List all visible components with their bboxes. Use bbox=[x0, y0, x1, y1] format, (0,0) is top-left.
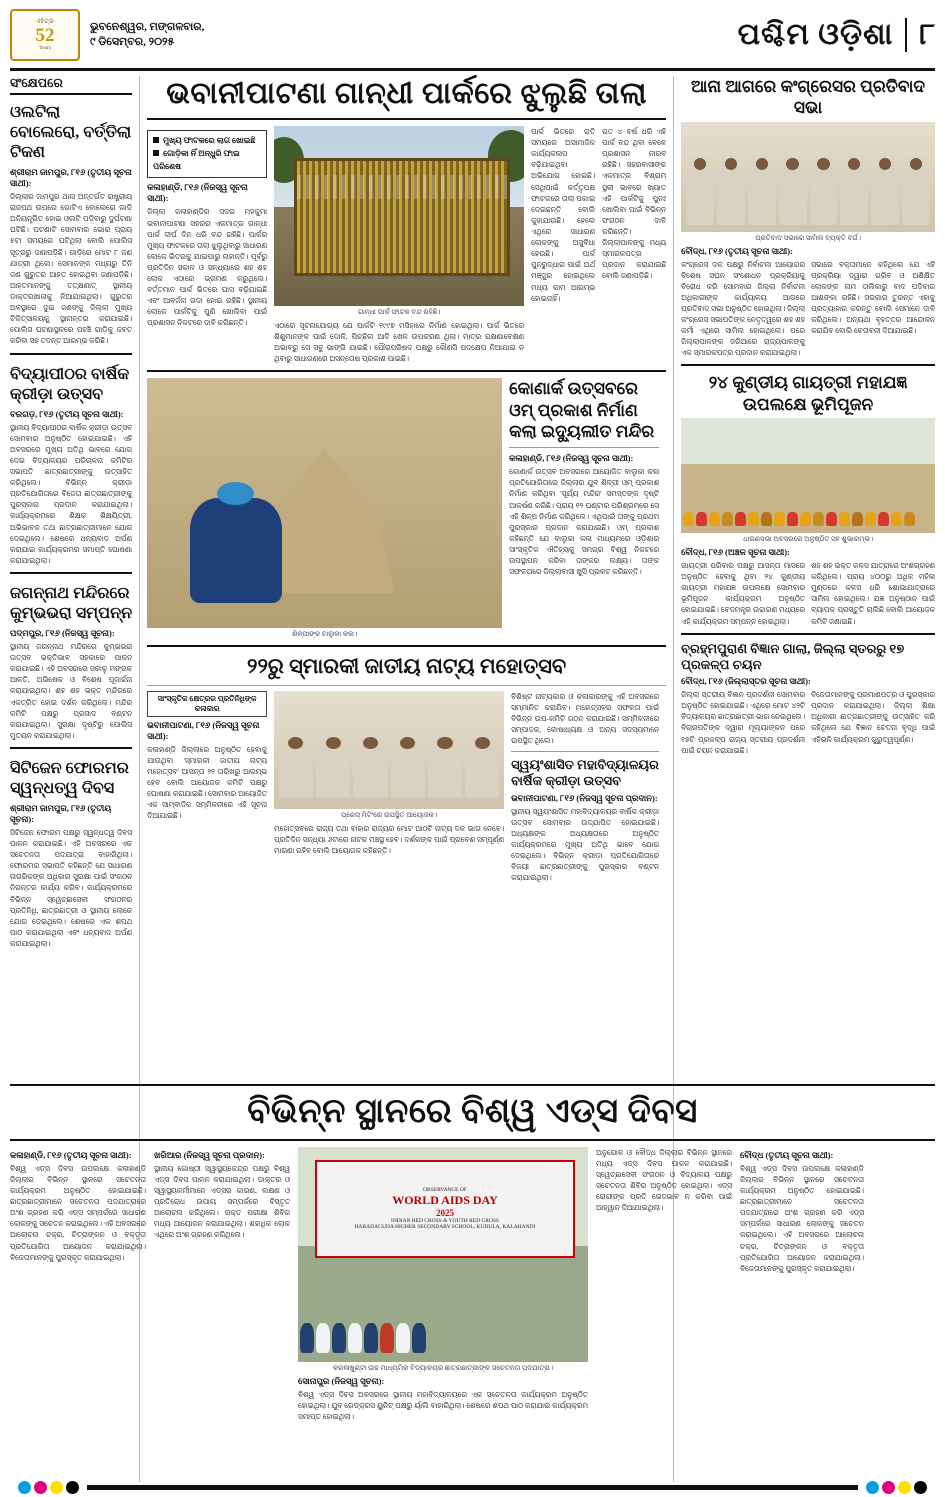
lead-bullet-box bbox=[147, 130, 267, 178]
aids-col1-dateline: କଳାହାଣ୍ଡି, ୮୧୬ (ତୃତୀୟ ସୂଚନା ସାଥୀ): bbox=[10, 1149, 132, 1160]
drama-dateline: ଭବାନୀପାଟଣା, ୮୧୬ (ନିଜସ୍ୱ ସୂଚନା ସାଥୀ): bbox=[147, 719, 260, 741]
print-registration-bar bbox=[0, 1477, 945, 1497]
lead-body-col2: ଏଠାରେ ସୂଚନାଯୋଗ୍ୟ ଯେ ପାର୍କଟି ୧୯୯୭ ମସିହାରେ ନିର୍ମାଣ ହୋଇଥିଲା। ପାର୍କ ଭିତରେ ଶିଶୁମାନଙ୍କ ପାଇଁ ଦୋଳି, ପିଚ୍ଛିଲ ଆଦି ଖେଳ ଉପକରଣ ଥିଲା। ମାତ୍ର ରକ୍ଷଣାବେକ୍ଷଣ ଅଭାବରୁ ସେ ସବୁ ଭାଙ୍ଗି ଯାଇଛି। ପୌରପରିଷଦ ପକ୍ଷରୁ କୌଣସି ପଦକ୍ଷେପ ନିଆଯାଇ ନ ଥିବାରୁ ସାଧାରଣରେ ଅସନ୍ତୋଷ ପ୍ରକାଶ ପାଇଛି। bbox=[274, 321, 525, 364]
aids-col1-body: ବିଶ୍ୱ ଏଡ୍‌ସ ଦିବସ ଉପଲକ୍ଷେ କଳାହାଣ୍ଡି ଜିଲ୍ଲାର ବିଭିନ୍ନ ସ୍ଥାନରେ ସଚେତନତା କାର୍ଯ୍ୟକ୍ରମ ଅନୁଷ୍ଠିତ ହୋଇଯାଇଛି। ଛାତ୍ରଛାତ୍ରୀମାନେ ସଚେତନତା ପଦଯାତ୍ରାରେ ଅଂଶ ଗ୍ରହଣ କରି ଏଡ୍‌ସ ସମ୍ପର୍କରେ ସାଧାରଣ ଲୋକଙ୍କୁ ସଚେତନ କରାଇଥିଲେ। ଏହି ଅବସରରେ ଆଲୋଚନା ଚକ୍ର, ଚିତ୍ରାଙ୍କନ ଓ ବକ୍ତୃତା ପ୍ରତିଯୋଗିତା ଆୟୋଜନ କରାଯାଇଥିଲା। ବିଜେତାମାନଙ୍କୁ ପୁରସ୍କୃତ କରାଯାଇଥିଲା। bbox=[10, 1163, 146, 1262]
lead-body-col4: ଗତ ୪ ବର୍ଷ ଧରି ଏହି ପାର୍କ ବନ୍ଦ ଥିବା ବେଳେ ପ୍ରଶାସନ ନୀରବ ରହିଛି। ସହରବାସୀଙ୍କ ଏକମାତ୍ର ବିଶ୍ରାମ ସ୍ଥଳୀ ଭାବରେ ଖ୍ୟାତ ଏହି ପାର୍କଟିକୁ ପୁନଃ ଖୋଲିବା ପାଇଁ ବିଭିନ୍ନ ସଂଗଠନ ଦାବି କରିଛନ୍ତି। ଜିଲ୍ଲାପାଳଙ୍କୁ ମଧ୍ୟ ସ୍ମାରକପତ୍ର ପ୍ରଦାନ କରାଯାଇଛି ବୋଲି ଜଣାପଡ଼ିଛି। bbox=[602, 127, 667, 281]
sand-art-text bbox=[509, 378, 659, 639]
drama-col1 bbox=[147, 691, 267, 884]
aids-rally-students bbox=[298, 1321, 588, 1355]
logo-anniversary-number: 52 bbox=[35, 25, 55, 46]
college-sports-dateline: ଭବାନୀପାଟଣା, ୮୧୬ (ନିଜସ୍ୱ ସୂଚନା ପ୍ରଦାନ): bbox=[511, 792, 658, 803]
brief2-dateline: ବରଗଡ଼, ୮୧୬ (ତୃତୀୟ ସୂଚନା ସାଥୀ): bbox=[10, 408, 124, 419]
masthead-dateline bbox=[90, 20, 204, 50]
logo-years-label: Years bbox=[38, 45, 52, 51]
lead-body-col1: ଜିଲ୍ଲା କଳାହାଣ୍ଡିର ସଦର ମହକୁମା ଭବାନୀପାଟଣା ସହରର ଏକମାତ୍ର ଗାନ୍ଧୀ ପାର୍କ ଦୀର୍ଘ ଦିନ ଧରି ବନ୍ଦ ରହିଛି। ପାର୍କର ମୁଖ୍ୟ ଫାଟକରେ ତାଲା ଝୁଲୁଥିବାରୁ ସାଧାରଣ ଲୋକେ ଭିତରକୁ ଯାଇପାରୁ ନାହାନ୍ତି। ପୂର୍ବରୁ ପ୍ରତିଦିନ ସକାଳ ଓ ସନ୍ଧ୍ୟାରେ ଶହ ଶହ ଲୋକ ଏଠାରେ ଭ୍ରମଣ କରୁଥିଲେ। ବର୍ତ୍ତମାନ ପାର୍କ ଭିତରେ ଘାସ ବଢ଼ିଯାଇଛି ଏବଂ ଆବର୍ଜନା ଗଦା ହୋଇ ରହିଛି। ସ୍ଥାନୀୟ ଲୋକେ ପାର୍କଟିକୁ ପୁଣି ଖୋଲିବା ପାଇଁ ପ୍ରଶାସନ ନିକଟରେ ଦାବି କରିଛନ୍ତି। bbox=[147, 207, 268, 328]
brief-item bbox=[10, 580, 132, 741]
science-body-col2: ବିଜେତାମାନଙ୍କୁ ପ୍ରମାଣପତ୍ର ଓ ପୁରସ୍କାର ପ୍ରଦାନ କରାଯାଇଥିଲା। ଜିଲ୍ଲା ଶିକ୍ଷା ଅଧିକାରୀ ଛାତ୍ରଛାତ୍ରୀଙ୍କୁ ଉତ୍ସାହିତ କରି କହିଥିଲେ ଯେ ବିଜ୍ଞାନ ଚେତନା ବୃଦ୍ଧି ପାଇଁ ଏହିଭଳି କାର୍ଯ୍ୟକ୍ରମ ଗୁରୁତ୍ୱପୂର୍ଣ୍ଣ। bbox=[811, 690, 936, 744]
brief-item bbox=[10, 755, 132, 949]
sand-art-body: କୋଣାର୍କ ଉତ୍ସବ ଅବସରରେ ଆୟୋଜିତ ବାଲୁକା କଳା ପ୍ରତିଯୋଗିତାରେ ଜିଲ୍ଲାର ଯୁବ ଶିଳ୍ପୀ ଓମ୍ ପ୍ରକାଶ ନିର୍ମାଣ କରିଥିବା 'ସୂର୍ଯ୍ୟ ମନ୍ଦିର' ସମସ୍ତଙ୍କ ଦୃଷ୍ଟି ଆକର୍ଷଣ କରିଛି। ପ୍ରାୟ ୧୨ ଘଣ୍ଟାର ପରିଶ୍ରମରେ ସେ ଏହି ଶିଳ୍ପ ନିର୍ମାଣ କରିଥିଲେ। ଏଥିପାଇଁ ତାଙ୍କୁ ପ୍ରଥମ ପୁରସ୍କାର ପ୍ରଦାନ କରାଯାଇଛି। ଓମ୍ ପ୍ରକାଶ କହିଛନ୍ତି ଯେ ବାଲୁକା କଳା ମାଧ୍ୟମରେ ଓଡ଼ିଶାର ସାଂସ୍କୃତିକ ଐତିହ୍ୟକୁ ସମଗ୍ର ବିଶ୍ୱ ନିକଟରେ ଉପସ୍ଥାପନ କରିବା ତାଙ୍କର ଲକ୍ଷ୍ୟ। ତାଙ୍କ ସଫଳତାରେ ଜିଲ୍ଲାବାସୀ ଖୁସି ପ୍ରକଟ କରିଛନ୍ତି। bbox=[509, 467, 660, 577]
press-meet-caption: ପ୍ରେସ୍ ମିଟିଂରେ ଉପସ୍ଥିତ ଆୟୋଜକ। bbox=[341, 810, 438, 819]
congress-body-col2: ସଭାରେ ବକ୍ତାମାନେ କହିଥିଲେ ଯେ ଏହି ପ୍ରକ୍ରିୟା ଦ୍ୱାରା ଗରିବ ଓ ଅଶିକ୍ଷିତ ଲୋକଙ୍କ ନାମ ତାଲିକାରୁ ବାଦ ପଡ଼ିବାର ଆଶଙ୍କା ରହିଛି। ସରକାର ତୁରନ୍ତ ଏହାକୁ ପ୍ରତ୍ୟାହାର କରନ୍ତୁ ବୋଲି ସେମାନେ ଦାବି କରିଥିଲେ। ଅନ୍ୟଥା ବୃହତ୍ତର ଆନ୍ଦୋଳନ କରାଯିବ ବୋଲି ଚେତାବନୀ ଦିଆଯାଇଛି। bbox=[811, 259, 936, 336]
registration-bar bbox=[87, 1485, 858, 1490]
aids-col2-dateline: ଖରିଆର (ନିଜସ୍ୱ ସୂଚନା ପ୍ରଦାନ): bbox=[154, 1149, 265, 1160]
yajna-body-col1: ଗାୟତ୍ରୀ ପରିବାର ପକ୍ଷରୁ ଆସନ୍ତା ମାସରେ ଅନୁଷ୍ଠିତ ହେବାକୁ ଥିବା ୨୪ କୁଣ୍ଡୀୟ ଗାୟତ୍ରୀ ମହାଯଜ୍ଞ ଉପଲକ୍ଷେ ସୋମବାର ଭୂମିପୂଜନ କାର୍ଯ୍ୟକ୍ରମ ଅନୁଷ୍ଠିତ ହୋଇଯାଇଛି। ବେଦମନ୍ତ୍ର ଉଚ୍ଚାରଣ ମଧ୍ୟରେ ଏହି କାର୍ଯ୍ୟକ୍ରମ ସମ୍ପନ୍ନ ହୋଇଥିଲା। bbox=[681, 560, 806, 626]
aids-col3-dateline: ସୋନାପୁର (ନିଜସ୍ୱ ସୂଚନା): bbox=[298, 1375, 385, 1386]
aids-col-2 bbox=[154, 1147, 290, 1422]
congress-photo-caption: ପ୍ରତିବାଦ ସଭାରେ ସାମିଲ ବ୍ୟକ୍ତି ବର୍ଗ। bbox=[755, 233, 861, 242]
brief2-body: ସ୍ଥାନୀୟ ବିଦ୍ୟାପୀଠର ବାର୍ଷିକ କ୍ରୀଡ଼ା ଉତ୍ସବ ସୋମବାର ଅନୁଷ୍ଠିତ ହୋଇଯାଇଛି। ଏହି ଅବସରରେ ମୁଖ୍ୟ ଅତିଥି ଭାବରେ ଯୋଗ ଦେଇ ବିଦ୍ୟାଳୟର ପରିଚାଳନା କମିଟିର ସଭାପତି ଛାତ୍ରଛାତ୍ରୀଙ୍କୁ ଉତ୍ସାହିତ କରିଥିଲେ। ବିଭିନ୍ନ କ୍ରୀଡ଼ା ପ୍ରତିଯୋଗିତାରେ ବିଜେତା ଛାତ୍ରଛାତ୍ରୀଙ୍କୁ ପୁରସ୍କାର ପ୍ରଦାନ କରାଯାଇଥିଲା। କାର୍ଯ୍ୟକ୍ରମରେ ଶିକ୍ଷକ ଶିକ୍ଷୟିତ୍ରୀ, ଅଭିଭାବକ ତଥା ଛାତ୍ରଛାତ୍ରୀମାନେ ଯୋଗ ଦେଇଥିଲେ। ଶେଷରେ ଧନ୍ୟବାଦ ଅର୍ପଣ କରାଯାଇ କାର୍ଯ୍ୟକ୍ରମର ସମାପ୍ତି ଘୋଷଣା କରାଯାଇଥିଲା। bbox=[10, 422, 133, 565]
brief4-dateline: ଶ୍ରୀରାମ ଜାମପୁର, ୮୧୬ (ତୃତୀୟ ସୂଚନା): bbox=[10, 802, 112, 824]
aids-rally-photo bbox=[298, 1147, 588, 1362]
science-headline: ବ୍ରହ୍ମପୁରାଣ ବିଜ୍ଞାନ ଗାଲା, ଜିଲ୍ଲା ସ୍ତରରୁ ୧୭ ପ୍ରକଳ୍ପ ଚୟନ bbox=[681, 640, 905, 672]
drama-story bbox=[147, 653, 666, 883]
college-sports-headline: ସ୍ୱୟଂଶାସିତ ମହାବିଦ୍ୟାଳୟର ବାର୍ଷିକ କ୍ରୀଡ଼ା ଉତ୍ସବ bbox=[511, 757, 659, 789]
masthead-right bbox=[738, 18, 935, 52]
drama-content bbox=[147, 691, 666, 884]
science-body-wrap bbox=[681, 689, 935, 756]
brief-item bbox=[10, 99, 132, 347]
sand-art-photo-caption: ଶିଳ୍ପୀଙ୍କ ବାଲୁକା କଳା। bbox=[292, 630, 358, 639]
yajna-body-col2: ଶହ ଶହ ଭକ୍ତ କଳସ ଯାତ୍ରାରେ ଅଂଶଗ୍ରହଣ କରିଥିଲେ। ପ୍ରାୟ ୪୦୦ରୁ ଅଧିକ ମହିଳା ମୁଣ୍ଡରେ କଳସ ଧରି ଶୋଭାଯାତ୍ରାରେ ସାମିଲ ହୋଇଥିଲେ। ଯଜ୍ଞ ଅନୁଷ୍ଠାନ ପାଇଁ ବ୍ୟାପକ ପ୍ରସ୍ତୁତି ଚାଲିଛି ବୋଲି ଆୟୋଜକ କମିଟି ଜଣାଇଛି। bbox=[811, 560, 936, 626]
drama-photo-label: ସାଂସ୍କୃତିକ କ୍ଷେତ୍ରର ପ୍ରତିନିଧିଙ୍କ କଳାକାର bbox=[147, 691, 267, 717]
brief1-dateline: ଶ୍ରୀରାମ ଜାମପୁର, ୮୧୬ (ତୃତୀୟ ସୂଚନା ସାଥୀ): bbox=[10, 167, 132, 188]
aids-photo-wrap bbox=[298, 1147, 588, 1422]
aids-columns bbox=[10, 1147, 935, 1422]
color-swatches-left bbox=[18, 1481, 79, 1494]
aids-col2-body: ସ୍ଥାନୀୟ ଗୋଷ୍ଠୀ ସ୍ୱାସ୍ଥ୍ୟକେନ୍ଦ୍ର ପକ୍ଷରୁ ବିଶ୍ୱ ଏଡ୍‌ସ ଦିବସ ପାଳନ କରାଯାଇଥିଲା। ଡାକ୍ତର ଓ ସ୍ୱାସ୍ଥ୍ୟକର୍ମୀମାନେ ଏଡ୍‌ସର କାରଣ, ଲକ୍ଷଣ ଓ ପ୍ରତିରୋଧ ଉପାୟ ସମ୍ପର୍କରେ ବିସ୍ତୃତ ଆଲୋଚନା କରିଥିଲେ। ରକ୍ତ ପରୀକ୍ଷା ଶିବିର ମଧ୍ୟ ଆୟୋଜନ କରାଯାଇଥିଲା। ଶହାଧିକ ଲୋକ ଏଥିରେ ଅଂଶ ଗ୍ରହଣ କରିଥିଲେ। bbox=[154, 1163, 290, 1240]
congress-meeting-photo bbox=[681, 122, 935, 232]
banner-title: WORLD AIDS DAY bbox=[392, 1193, 498, 1208]
lead-body-col4-wrap bbox=[602, 126, 666, 364]
dateline-place-day: ଭୁବନେଶ୍ୱର, ମଙ୍ଗଳବାର, bbox=[90, 21, 205, 34]
drama-col3 bbox=[511, 691, 659, 884]
science-dateline: ବୌଦ୍ଧ, ୮୧୬ (ଜିଲ୍ଲାସ୍ତର ସୂଚନା ସାଥୀ): bbox=[681, 676, 811, 687]
banner-line3: HARADAGUDA HIGHER SECONDARY SCHOOL, KUDULA, KALAHANDI bbox=[354, 1224, 536, 1231]
drama-body-col1: କଳାହାଣ୍ଡି ଜିଲ୍ଲାରେ ଅନୁଷ୍ଠିତ ହେବାକୁ ଯାଉଥିବା 'ସ୍ମାରକୀ ଜାତୀୟ ନାଟ୍ୟ ମହୋତ୍ସବ' ଆସନ୍ତା ୨୨ ତାରିଖରୁ ଆରମ୍ଭ ହେବ ବୋଲି ଆୟୋଜକ କମିଟି ପକ୍ଷରୁ ଘୋଷଣା କରାଯାଇଛି। ସୋମବାର ଆୟୋଜିତ ଏକ ସାମ୍ବାଦିକ ସମ୍ମିଳନୀରେ ଏହି ସୂଚନା ଦିଆଯାଇଛି। bbox=[147, 744, 268, 821]
press-meet-people bbox=[279, 747, 500, 797]
lead-body-col3-wrap bbox=[531, 126, 595, 364]
congress-attendees bbox=[686, 168, 930, 225]
publication-logo bbox=[10, 9, 80, 61]
lead-top-block bbox=[147, 126, 666, 364]
lead-bullets-and-dateline bbox=[147, 126, 267, 364]
brief-item bbox=[10, 361, 132, 566]
lead-headline: ଭବାନୀପାଟଣା ଗାନ୍ଧୀ ପାର୍କରେ ଝୁଲୁଛି ତାଲା bbox=[166, 77, 648, 110]
sand-art-photo-wrap bbox=[147, 378, 502, 639]
section-title: ପଶ୍ଚିମ ଓଡ଼ିଶା bbox=[737, 18, 894, 51]
drama-body-col3: ବିଶିଷ୍ଟ ନାଟ୍ୟକାର ଓ କଳାକାରଙ୍କୁ ଏହି ଅବସରରେ ସମ୍ମାନିତ କରାଯିବ। ମହୋତ୍ସବର ସଫଳତା ପାଇଁ ବିଭିନ୍ନ ଉପ-କମିଟି ଗଠନ କରାଯାଇଛି। ସମ୍ମିଳନୀରେ ସମ୍ପାଦକ, କୋଷାଧ୍ୟକ୍ଷ ଓ ଅନ୍ୟ ସଦସ୍ୟମାନେ ଉପସ୍ଥିତ ଥିଲେ। bbox=[511, 691, 660, 746]
aids-day-story bbox=[10, 1078, 935, 1422]
gandhi-park-photo-caption: ଗାନ୍ଧୀ ପାର୍କ ଫାଟକ ବନ୍ଦ ରହିଛି। bbox=[357, 308, 441, 316]
aids-col4-body-top: ଅନୁଗୋଳ ଓ ବୌଦ୍ଧ ଜିଲ୍ଲାର ବିଭିନ୍ନ ସ୍ଥାନରେ ମଧ୍ୟ ଏଡ୍‌ସ ଦିବସ ପାଳନ କରାଯାଇଛି। ସ୍ୱେଚ୍ଛାସେବୀ ସଂଗଠନ ଓ ବିଦ୍ୟାଳୟ ପକ୍ଷରୁ ସଚେତନତା ଶିବିର ଅନୁଷ୍ଠିତ ହୋଇଥିଲା। ଏଡ୍‌ସ ରୋଗୀଙ୍କ ପ୍ରତି ଭେଦଭାବ ନ କରିବା ପାଇଁ ଆହ୍ୱାନ ଦିଆଯାଇଥିଲା। bbox=[596, 1147, 732, 1213]
press-meet-photo bbox=[274, 691, 504, 809]
brief3-headline: ଜଗନ୍ନାଥ ମନ୍ଦିରରେ କୁମ୍ଭଭରା ସମ୍ପନ୍ନ bbox=[10, 584, 133, 622]
yajna-body-wrap bbox=[681, 560, 935, 627]
drama-body-col2: ମହୋତ୍ସବରେ ରାଜ୍ୟ ତଥା ବାହାର ରାଜ୍ୟର ମୋଟ ଆଠଟି ନାଟ୍ୟ ଦଳ ଭାଗ ନେବେ। ପ୍ରତିଦିନ ସନ୍ଧ୍ୟା ୬ଟାରେ ନାଟକ ମଞ୍ଚସ୍ଥ ହେବ। ଦର୍ଶକଙ୍କ ପାଇଁ ପ୍ରବେଶ ସମ୍ପୂର୍ଣ୍ଣ ମାଗଣା ରହିବ ବୋଲି ଆୟୋଜକ କହିଛନ୍ତି। bbox=[274, 823, 505, 855]
yajna-photo-caption: ଧାରଣସଭା ଅବସରରେ ଅନୁଷ୍ଠିତ ସହ ଶୁଭାରମ୍ଭ। bbox=[743, 534, 874, 543]
banner-line1: OBSERVANCE OF bbox=[423, 1187, 467, 1194]
congress-dateline: ବୌଦ୍ଧ, ୮୧୬ (ତୃତୀୟ ସୂଚନା ସାଥୀ): bbox=[681, 245, 793, 256]
sand-art-dateline: କଳାହାଣ୍ଡି, ୮୧୬ (ନିଜସ୍ୱ ସୂଚନା ସାଥୀ): bbox=[509, 453, 634, 464]
aids-banner bbox=[315, 1160, 574, 1259]
aids-col-4 bbox=[596, 1147, 732, 1422]
lead-bullet-1: ମୁଖ୍ୟ ଫାଟକରେ ଲାଗ ଖୋଇଛି bbox=[153, 135, 261, 148]
procession-crowd bbox=[681, 510, 935, 528]
briefs-section-label: ସଂକ୍ଷେପରେ bbox=[10, 76, 132, 95]
banner-year: 2025 bbox=[435, 1208, 454, 1219]
brief1-body: ଜିଲ୍ଲାର ଜାମପୁର ଥାନା ଅନ୍ତର୍ଗତ ରାଷ୍ଟ୍ରୀୟ ରାଜପଥ ଉପରେ ଗୋଟିଏ ବୋଲେରୋ ଗାଡ଼ି ଅନିୟନ୍ତ୍ରିତ ହୋଇ ଓଲଟି ପଡ଼ିବାରୁ ଦୁର୍ଘଟଣା ଘଟିଛି। ଘଟଣାଟି ସୋମବାର ଭୋର ପ୍ରାୟ ୫ଟା ସମୟରେ ଘଟିଥିଲା ବୋଲି ପୋଲିସ ସୂତ୍ରରୁ ଜଣାପଡ଼ିଛି। ଗାଡ଼ିରେ ମୋଟ ୮ ଜଣ ଯାତ୍ରୀ ଥିଲେ। ସେମାନଙ୍କ ମଧ୍ୟରୁ ତିନି ଜଣ ଗୁରୁତର ଆହତ ହୋଇଥିବା ଜଣାପଡ଼ିଛି। ଆହତମାନଙ୍କୁ ତତ୍‌କ୍ଷଣାତ୍ ସ୍ଥାନୀୟ ଡାକ୍ତରଖାନାକୁ ନିଆଯାଇଥିଲା। ଗୁରୁତର ଅବସ୍ଥାରେ ଦୁଇ ଜଣଙ୍କୁ ଜିଲ୍ଲା ମୁଖ୍ୟ ଚିକିତ୍ସାଳୟକୁ ସ୍ଥାନାନ୍ତର କରାଯାଇଛି। ପୋଲିସ ଘଟଣାସ୍ଥଳରେ ପହଞ୍ଚି ଗାଡ଼ିକୁ ଜବତ କରିବା ସହ ତଦନ୍ତ ଆରମ୍ଭ କରିଛି। bbox=[10, 192, 133, 346]
aids-col-5 bbox=[740, 1147, 864, 1422]
lead-photo-wrap bbox=[274, 126, 524, 364]
kalasa-procession-photo bbox=[681, 418, 935, 533]
college-sports-body: ସ୍ଥାନୀୟ ସ୍ୱୟଂଶାସିତ ମହାବିଦ୍ୟାଳୟର ବାର୍ଷିକ କ୍ରୀଡ଼ା ଉତ୍ସବ ସୋମବାର ଉଦ୍‌ଯାପିତ ହୋଇଯାଇଛି। ଅଧ୍ୟକ୍ଷଙ୍କ ଅଧ୍ୟକ୍ଷତାରେ ଅନୁଷ୍ଠିତ କାର୍ଯ୍ୟକ୍ରମରେ ମୁଖ୍ୟ ଅତିଥି ଭାବେ ଯୋଗ ଦେଇଥିଲେ। ବିଭିନ୍ନ କ୍ରୀଡ଼ା ପ୍ରତିଯୋଗିତାରେ ବିଜୟୀ ଛାତ୍ରଛାତ୍ରୀଙ୍କୁ ପୁରସ୍କାର ବଣ୍ଟନ କରାଯାଇଥିଲା। bbox=[511, 806, 660, 883]
aids-col3-body: ବିଶ୍ୱ ଏଡ୍‌ସ ଦିବସ ଅବସରରେ ସ୍ଥାନୀୟ ମହାବିଦ୍ୟାଳୟରେ ଏକ ସଚେତନତା କାର୍ଯ୍ୟକ୍ରମ ଅନୁଷ୍ଠିତ ହୋଇଥିଲା। ଯୁବ ରେଡ୍‌କ୍ରସ ୟୁନିଟ୍ ପକ୍ଷରୁ ର୍ୟାଲି ବାହାରିଥିଲା। ଶେଷରେ ଶପଥ ପାଠ କରାଯାଇ କାର୍ଯ୍ୟକ୍ରମ ସମାପ୍ତ ହୋଇଥିଲା। bbox=[298, 1389, 588, 1422]
aids-col-1 bbox=[10, 1147, 146, 1422]
science-body-col1: ଜିଲ୍ଲା ସ୍ତରୀୟ ବିଜ୍ଞାନ ପ୍ରଦର୍ଶନୀ ସୋମବାର ଅନୁଷ୍ଠିତ ହୋଇଯାଇଛି। ଏଥିରେ ମୋଟ ୪୨ଟି ବିଦ୍ୟାଳୟର ଛାତ୍ରଛାତ୍ରୀ ଭାଗ ନେଇଥିଲେ। ବିଚାରପତିଙ୍କ ଦ୍ୱାରା ମୂଲ୍ୟାଙ୍କନ ପରେ ୧୭ଟି ପ୍ରକଳ୍ପ ରାଜ୍ୟ ସ୍ତରୀୟ ପ୍ରଦର୍ଶନୀ ପାଇଁ ଚୟନ କରାଯାଇଛି। bbox=[681, 690, 806, 755]
lead-body-col3: ପାର୍କ ଭିତରେ ରାତି ସମୟରେ ଅସାମାଜିକ କାର୍ଯ୍ୟକଳାପ ବଢ଼ିଯାଇଥିବା ଅଭିଯୋଗ ହୋଇଛି। ସେଥିପାଇଁ କର୍ତ୍ତୃପକ୍ଷ ଫାଟକରେ ତାଲା ପକାଇ ଦେଇଛନ୍ତି ବୋଲି କୁହାଯାଉଛି। ହେଲେ ଏଥିରେ ସାଧାରଣ ଲୋକଙ୍କୁ ଅସୁବିଧା ହେଉଛି। ପାର୍କ ପୁନରୁଦ୍ଧାର ପାଇଁ ଅର୍ଥ ମଞ୍ଜୁର ହୋଇଥିଲେ ମଧ୍ୟ କାମ ଆରମ୍ଭ ହୋଇନାହିଁ। bbox=[531, 127, 596, 303]
congress-body-col1: କଂଗ୍ରେସ ଦଳ ପକ୍ଷରୁ ନିର୍ବାଚନୀ ଆୟୋଗର ବିଶେଷ ସଘନ ସଂଶୋଧନ ପ୍ରକ୍ରିୟାକୁ ବିରୋଧ କରି ସୋମବାର ଜିଲ୍ଲା ନିର୍ବାଚନୀ ଅଧିକାରୀଙ୍କ କାର୍ଯ୍ୟାଳୟ ଆଗରେ ପ୍ରତିବାଦ ସଭା ଅନୁଷ୍ଠିତ ହୋଇଥିଲା। ଜିଲ୍ଲା କଂଗ୍ରେସ ସଭାପତିଙ୍କ ନେତୃତ୍ୱରେ ଶହ ଶହ କର୍ମୀ ଏଥିରେ ସାମିଲ ହୋଇଥିଲେ। ପରେ ଜିଲ୍ଲାପାଳଙ୍କ ଜରିଆରେ ରାଜ୍ୟପାଳଙ୍କୁ ଏକ ସ୍ମାରକପତ୍ର ପ୍ରଦାନ କରାଯାଇଥିଲା। bbox=[681, 259, 806, 358]
congress-headline: ଆନା ଆଗରେ କଂଗ୍ରେସର ପ୍ରତିବାଦ ସଭା bbox=[691, 77, 926, 118]
aids-photo-caption: କରଳାଖୁଣ୍ଟା ଉଚ୍ଚ ମାଧ୍ୟମିକ ବିଦ୍ୟାଳୟର ଛାତ୍ରଛାତ୍ରୀଙ୍କ ସଚେତନତା ପଦଯାତ୍ରା। bbox=[333, 1363, 553, 1372]
brief1-headline: ଓଲଟିଲା ବୋଲେରୋ, ବର୍ତ୍ତିଲା ଟିକଣ bbox=[10, 104, 132, 161]
sand-art-headline: କୋଣାର୍କ ଉତ୍ସବରେ ଓମ୍ ପ୍ରକାଶ ନିର୍ମାଣ କଲା ଇଦ୍ୟୁଲୀତ ମନ୍ଦିର bbox=[509, 379, 655, 441]
lead-dateline: କଳାହାଣ୍ଡି, ୮୧୬ (ନିଜସ୍ୱ ସୂଚନା ସାଥୀ): bbox=[147, 182, 248, 204]
masthead-left bbox=[10, 9, 204, 61]
brief2-headline: ବିଦ୍ୟାପୀଠର ବାର୍ଷିକ କ୍ରୀଡ଼ା ଉତ୍ସବ bbox=[10, 365, 130, 403]
aids-col4-body: ବିଶ୍ୱ ଏଡ୍‌ସ ଦିବସ ଉପଲକ୍ଷେ କଳାହାଣ୍ଡି ଜିଲ୍ଲାର ବିଭିନ୍ନ ସ୍ଥାନରେ ସଚେତନତା କାର୍ଯ୍ୟକ୍ରମ ଅନୁଷ୍ଠିତ ହୋଇଯାଇଛି। ଛାତ୍ରଛାତ୍ରୀମାନେ ସଚେତନତା ପଦଯାତ୍ରାରେ ଅଂଶ ଗ୍ରହଣ କରି ଏଡ୍‌ସ ସମ୍ପର୍କରେ ସାଧାରଣ ଲୋକଙ୍କୁ ସଚେତନ କରାଇଥିଲେ। ଏହି ଅବସରରେ ଆଲୋଚନା ଚକ୍ର, ଚିତ୍ରାଙ୍କନ ଓ ବକ୍ତୃତା ପ୍ରତିଯୋଗିତା ଆୟୋଜନ କରାଯାଇଥିଲା। ବିଜେତାମାନଙ୍କୁ ପୁରସ୍କୃତ କରାଯାଇଥିଲା। bbox=[740, 1163, 864, 1273]
brief3-dateline: ପଦ୍ମପୁର, ୮୧୬ (ନିଜସ୍ୱ ସୂଚନା): bbox=[10, 627, 115, 638]
color-swatches-right bbox=[866, 1481, 927, 1494]
dateline-date: ୯ ଡିସେମ୍ବର, ୨୦୨୫ bbox=[90, 36, 175, 48]
lead-bullet-2: ଗୋଡ଼ିକା ନିଁ ଅନ୍ଧୁରି ଫାଇ ପରିଶେଷ bbox=[153, 148, 240, 171]
yajna-headline: ୨୪ କୁଣ୍ଡୀୟ ଗାୟତ୍ରୀ ମହାଯଜ୍ଞ ଉପଲକ୍ଷେ ଭୂମିପୂଜନ bbox=[708, 373, 908, 414]
banner-line2: INDIAN RED CROSS & YOUTH RED CROSS bbox=[390, 1218, 499, 1225]
logo-top-text: ଏହିତ୍ର bbox=[35, 19, 55, 25]
aids-col4-dateline: ବୌଦ୍ଧ (ତୃତୀୟ ସୂଚନା ସାଥୀ): bbox=[740, 1149, 834, 1160]
brief3-body: ସ୍ଥାନୀୟ ଜଗନ୍ନାଥ ମନ୍ଦିରରେ କୁମ୍ଭଭରା ଉତ୍ସବ ଭକ୍ତିଭାବ ସହକାରେ ପାଳନ କରାଯାଇଛି। ଏହି ଅବସରରେ ସକାଳୁ ମଙ୍ଗଳ ଆଳତି, ଅଭିଷେକ ଓ ବିଶେଷ ପୂଜାର୍ଚ୍ଚନା କରାଯାଇଥିଲା। ଶହ ଶହ ଭକ୍ତ ମନ୍ଦିରରେ ଏକତ୍ରିତ ହୋଇ ଦର୍ଶନ କରିଥିଲେ। ମନ୍ଦିର କମିଟି ପକ୍ଷରୁ ପ୍ରସାଦ ବଣ୍ଟନ କରାଯାଇଥିଲା। ସୁରକ୍ଷା ଦୃଷ୍ଟିରୁ ପୋଲିସ ମୁତୟନ କରାଯାଇଥିଲା। bbox=[10, 641, 133, 740]
sand-art-photo bbox=[147, 378, 502, 628]
masthead bbox=[10, 6, 935, 71]
drama-headline: ୨୨ରୁ ସ୍ମାରକୀ ଜାତୀୟ ନାଟ୍ୟ ମହୋତ୍ସବ bbox=[246, 654, 567, 679]
aids-headline: ବିଭିନ୍ନ ସ୍ଥାନରେ ବିଶ୍ୱ ଏଡ୍‌ସ ଦିବସ bbox=[247, 1093, 698, 1130]
page-number: ୮ bbox=[905, 18, 935, 52]
yajna-dateline: ବୌଦ୍ଧ, ୮୧୬ (ଅଞ୍ଚଳ ସୂଚନା ସାଥୀ): bbox=[681, 546, 790, 557]
congress-body-wrap bbox=[681, 259, 935, 359]
brief4-headline: ସିଟିଜେନ ଫୋରମର ସ୍ୱନ୍ଧତ୍ୱ ଦିବସ bbox=[10, 759, 129, 797]
drama-photo-wrap bbox=[274, 691, 504, 884]
sand-art-story bbox=[147, 378, 666, 639]
gandhi-park-gate-photo bbox=[274, 126, 524, 306]
brief4-body: ସିଟିଜେନ ଫୋରମ ପକ୍ଷରୁ ସ୍ୱନ୍ଧତ୍ୱ ଦିବସ ପାଳନ କରାଯାଇଛି। ଏହି ଅବସରରେ ଏକ ସଚେତନତା ପଦଯାତ୍ରା ବାହାରିଥିଲା। ଫୋରମର ସଭାପତି କହିଛନ୍ତି ଯେ ସାଧାରଣ ନାଗରିକଙ୍କ ଅଧିକାର ସୁରକ୍ଷା ପାଇଁ ସଂଗଠନ ନିରନ୍ତର କାର୍ଯ୍ୟ କରିବ। କାର୍ଯ୍ୟକ୍ରମରେ ବିଭିନ୍ନ ସ୍ୱେଚ୍ଛାସେବୀ ସଂଗଠନର ପ୍ରତିନିଧି, ଛାତ୍ରଛାତ୍ରୀ ଓ ସ୍ଥାନୀୟ ଲୋକେ ଯୋଗ ଦେଇଥିଲେ। ଶେଷରେ ଏକ ଶପଥ ପାଠ କରାଯାଇଥିଲା ଏବଂ ଧନ୍ୟବାଦ ଅର୍ପଣ କରାଯାଇଥିଲା। bbox=[10, 827, 133, 949]
